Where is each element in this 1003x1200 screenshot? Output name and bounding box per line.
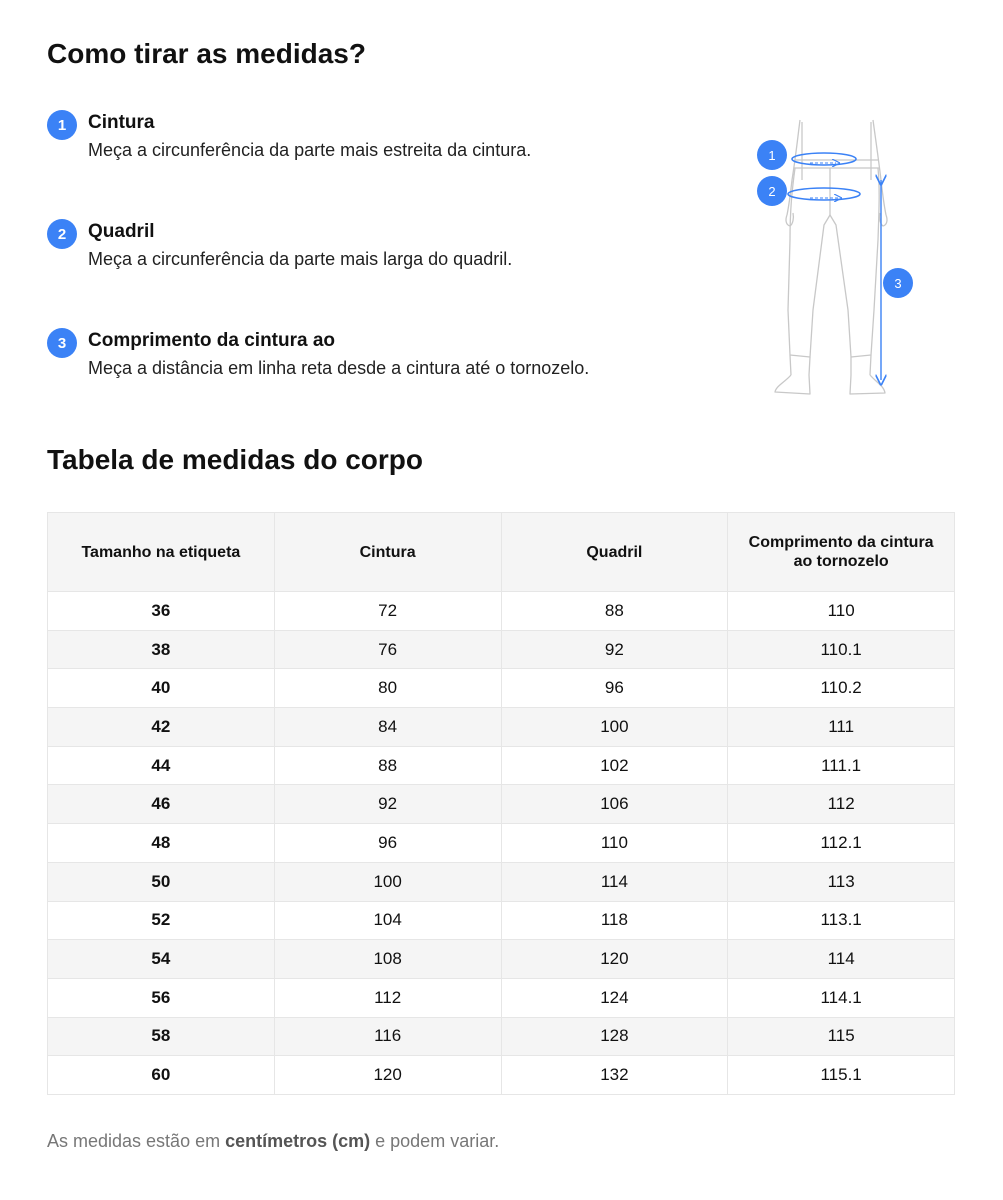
table-header-row bbox=[48, 513, 955, 592]
size-cell: 36 bbox=[48, 592, 275, 631]
length-cell: 110 bbox=[728, 592, 955, 631]
size-table bbox=[47, 512, 955, 1095]
hip-cell: 118 bbox=[501, 901, 728, 940]
step-description: Meça a distância em linha reta desde a cintura até o tornozelo. bbox=[88, 358, 590, 378]
step-title: Cintura bbox=[88, 112, 155, 133]
size-cell: 44 bbox=[48, 746, 275, 785]
hip-cell: 102 bbox=[501, 746, 728, 785]
footnote-prefix: As medidas estão em bbox=[47, 1131, 226, 1151]
waist-cell: 96 bbox=[274, 824, 501, 863]
table-row bbox=[48, 708, 955, 747]
table-row bbox=[48, 978, 955, 1017]
how-to-measure-title: Como tirar as medidas? bbox=[47, 38, 366, 69]
length-cell: 112 bbox=[728, 785, 955, 824]
step-title: Comprimento da cintura ao bbox=[88, 330, 336, 351]
pants-measurement-illustration-icon bbox=[740, 110, 920, 410]
length-cell: 110.1 bbox=[728, 630, 955, 669]
length-cell: 110.2 bbox=[728, 669, 955, 708]
size-cell: 48 bbox=[48, 824, 275, 863]
waist-cell: 92 bbox=[274, 785, 501, 824]
waist-cell: 84 bbox=[274, 708, 501, 747]
step-description: Meça a circunferência da parte mais estreita da cintura. bbox=[88, 140, 532, 160]
column-header-length: Comprimento da cintura ao tornozelo bbox=[728, 513, 955, 592]
length-cell: 112.1 bbox=[728, 824, 955, 863]
marker-waist-label: 1 bbox=[768, 148, 776, 163]
step-description: Meça a circunferência da parte mais larga do quadril. bbox=[88, 249, 513, 269]
waist-cell: 108 bbox=[274, 940, 501, 979]
waist-cell: 116 bbox=[274, 1017, 501, 1056]
table-row bbox=[48, 630, 955, 669]
hip-cell: 100 bbox=[501, 708, 728, 747]
waist-cell: 104 bbox=[274, 901, 501, 940]
table-row bbox=[48, 940, 955, 979]
table-row bbox=[48, 901, 955, 940]
hip-cell: 132 bbox=[501, 1056, 728, 1095]
table-row bbox=[48, 1017, 955, 1056]
length-cell: 114.1 bbox=[728, 978, 955, 1017]
marker-hip-label: 2 bbox=[768, 184, 776, 199]
waist-cell: 100 bbox=[274, 862, 501, 901]
length-cell: 113 bbox=[728, 862, 955, 901]
hip-cell: 114 bbox=[501, 862, 728, 901]
table-row bbox=[48, 1056, 955, 1095]
size-cell: 58 bbox=[48, 1017, 275, 1056]
size-table-title: Tabela de medidas do corpo bbox=[47, 444, 424, 475]
size-cell: 38 bbox=[48, 630, 275, 669]
length-cell: 111 bbox=[728, 708, 955, 747]
size-cell: 42 bbox=[48, 708, 275, 747]
waist-cell: 72 bbox=[274, 592, 501, 631]
waist-cell: 76 bbox=[274, 630, 501, 669]
column-header-size: Tamanho na etiqueta bbox=[48, 513, 275, 592]
units-footnote bbox=[47, 1131, 499, 1152]
length-cell: 113.1 bbox=[728, 901, 955, 940]
table-row bbox=[48, 746, 955, 785]
step-number-badge: 2 bbox=[47, 219, 77, 249]
size-cell: 46 bbox=[48, 785, 275, 824]
size-cell: 56 bbox=[48, 978, 275, 1017]
table-row bbox=[48, 592, 955, 631]
hip-cell: 88 bbox=[501, 592, 728, 631]
hip-cell: 120 bbox=[501, 940, 728, 979]
marker-length-label: 3 bbox=[894, 276, 902, 291]
table-row bbox=[48, 862, 955, 901]
size-cell: 60 bbox=[48, 1056, 275, 1095]
hip-cell: 106 bbox=[501, 785, 728, 824]
length-cell: 114 bbox=[728, 940, 955, 979]
size-cell: 52 bbox=[48, 901, 275, 940]
step-number-badge: 1 bbox=[47, 110, 77, 140]
hip-cell: 92 bbox=[501, 630, 728, 669]
hip-cell: 96 bbox=[501, 669, 728, 708]
hip-cell: 124 bbox=[501, 978, 728, 1017]
step-title: Quadril bbox=[88, 221, 155, 242]
length-cell: 115 bbox=[728, 1017, 955, 1056]
table-row bbox=[48, 669, 955, 708]
hip-cell: 128 bbox=[501, 1017, 728, 1056]
waist-cell: 120 bbox=[274, 1056, 501, 1095]
hip-cell: 110 bbox=[501, 824, 728, 863]
column-header-hip: Quadril bbox=[501, 513, 728, 592]
table-row bbox=[48, 824, 955, 863]
size-cell: 54 bbox=[48, 940, 275, 979]
column-header-waist: Cintura bbox=[274, 513, 501, 592]
waist-cell: 88 bbox=[274, 746, 501, 785]
footnote-suffix: e podem variar. bbox=[370, 1131, 500, 1151]
size-cell: 50 bbox=[48, 862, 275, 901]
waist-cell: 112 bbox=[274, 978, 501, 1017]
size-cell: 40 bbox=[48, 669, 275, 708]
length-cell: 111.1 bbox=[728, 746, 955, 785]
table-row bbox=[48, 785, 955, 824]
step-number-badge: 3 bbox=[47, 328, 77, 358]
length-cell: 115.1 bbox=[728, 1056, 955, 1095]
waist-cell: 80 bbox=[274, 669, 501, 708]
footnote-units: centímetros (cm) bbox=[225, 1131, 371, 1151]
